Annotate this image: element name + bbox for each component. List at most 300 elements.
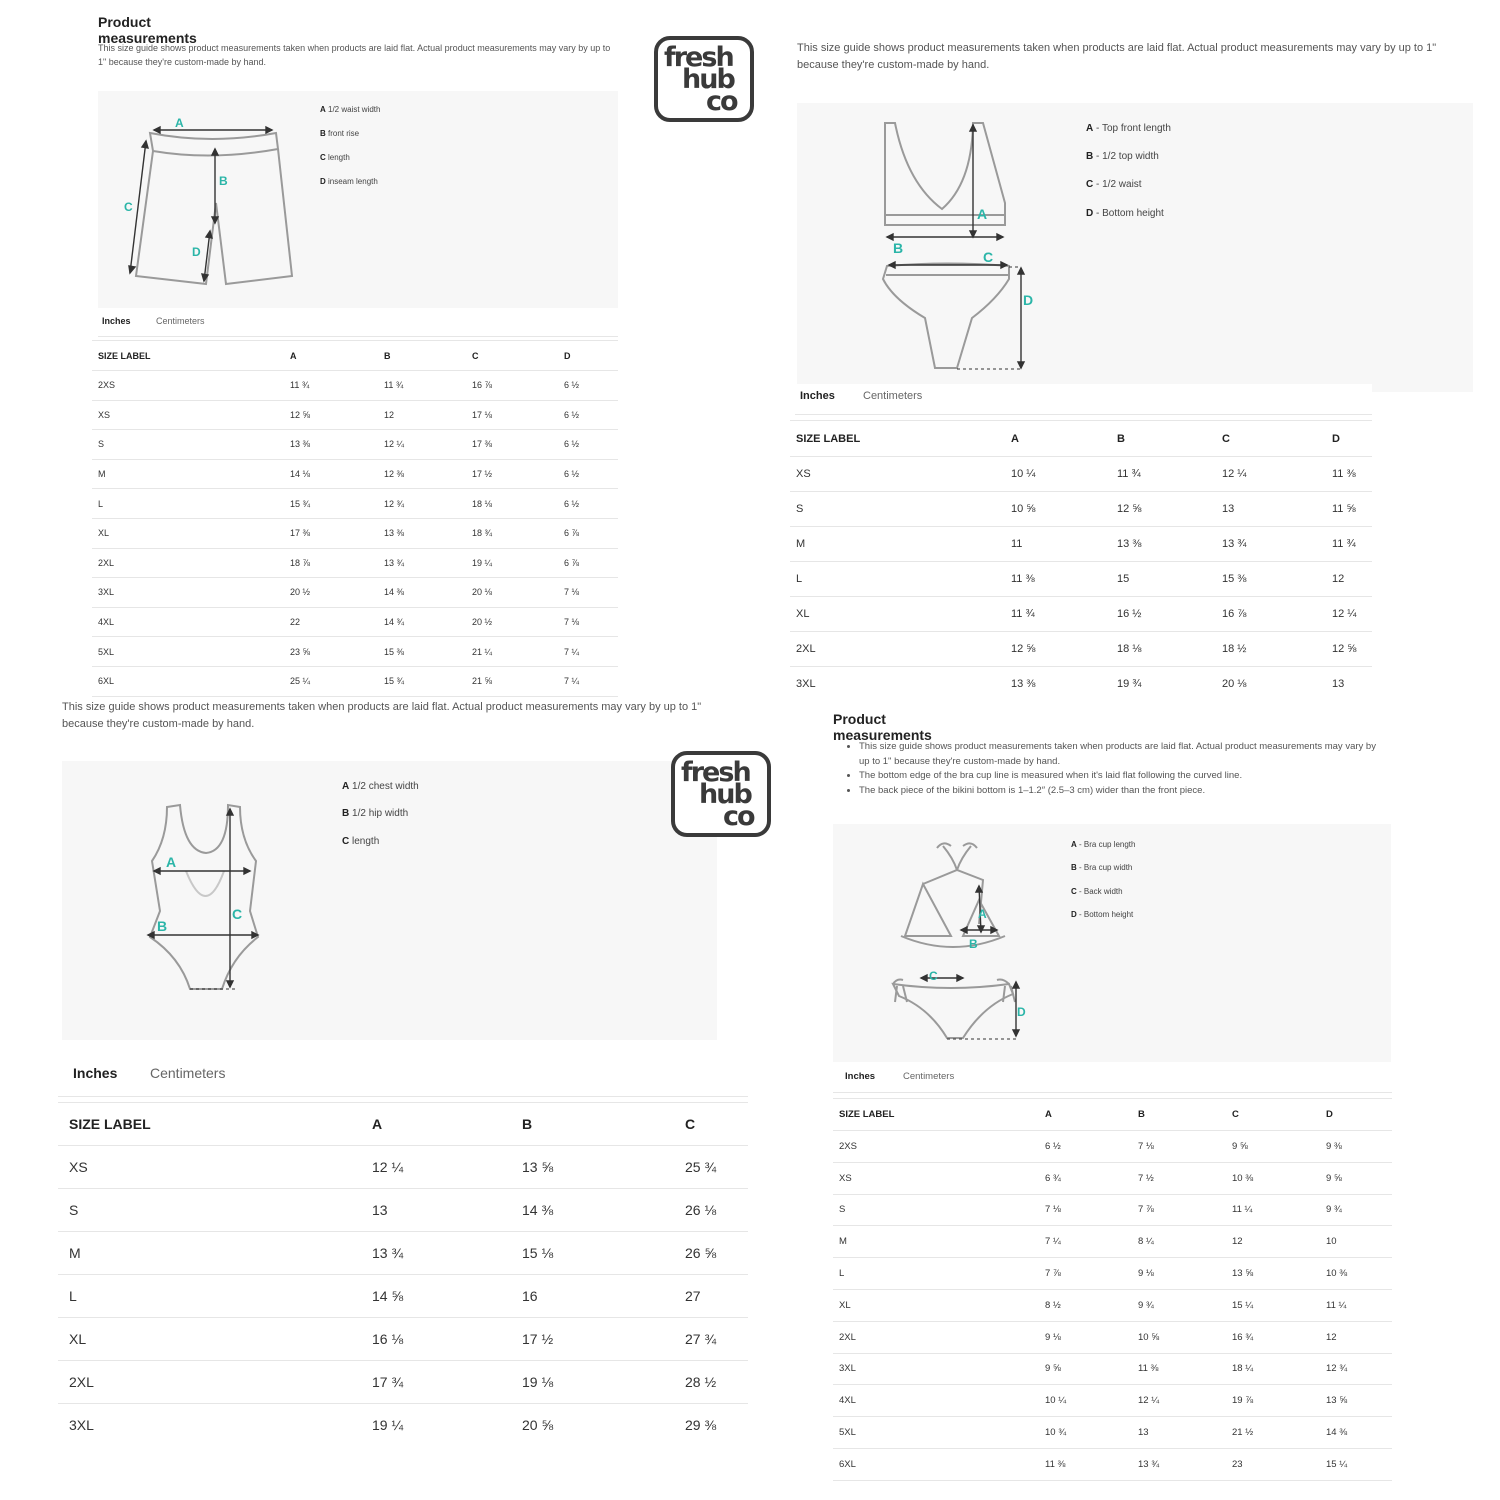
table-cell: 12 ¾ [1320, 1353, 1392, 1385]
table-cell: 7 ⅛ [1039, 1194, 1132, 1226]
table-cell: 16 ⅞ [1216, 597, 1326, 632]
table-header-row [92, 341, 618, 371]
table-cell: 4XL [833, 1385, 1039, 1417]
header-d: D [1326, 421, 1372, 457]
header-size-label: SIZE LABEL [833, 1099, 1039, 1131]
logo-text-co: co [706, 86, 737, 117]
header-c: C [1216, 421, 1326, 457]
table-cell: 12 ¼ [1216, 457, 1326, 492]
table-cell: 13 [1332, 678, 1345, 691]
table-cell: 13 ⅜ [1011, 678, 1036, 691]
table-cell: XS [58, 1146, 366, 1189]
table-cell: L [833, 1258, 1039, 1290]
table-row [833, 1321, 1392, 1353]
table-cell: 18 ¼ [1226, 1353, 1320, 1385]
table-cell: 2XL [92, 548, 284, 578]
table-cell: 20 ⅝ [522, 1417, 554, 1434]
table-cell: 9 ⅛ [1132, 1258, 1226, 1290]
table-cell: 12 ⅝ [284, 400, 378, 430]
table-cell: 18 ⅛ [1111, 632, 1216, 667]
table-cell: 13 ¾ [378, 548, 466, 578]
table-cell: 26 ⅝ [679, 1232, 748, 1275]
table-cell: 20 ½ [466, 607, 558, 637]
table-cell: 16 ⅛ [366, 1318, 516, 1361]
table-cell: 12 ¼ [378, 430, 466, 460]
table-cell: M [58, 1232, 366, 1275]
table-cell: 14 ⅛ [284, 459, 378, 489]
table-cell: 13 ⅝ [1320, 1385, 1392, 1417]
table-cell: 4XL [92, 607, 284, 637]
table-cell: 6 ⅞ [558, 518, 618, 548]
table-cell: 7 ½ [1132, 1162, 1226, 1194]
table-cell: 17 ⅛ [466, 400, 558, 430]
table-cell: 29 ⅜ [685, 1417, 717, 1434]
table-row [92, 430, 618, 460]
table-cell: 11 ¼ [1320, 1289, 1392, 1321]
table-cell: 20 ⅛ [466, 578, 558, 608]
string-bikini-legend-d: D - Bottom height [1071, 910, 1134, 919]
logo-text-fresh: fresh [681, 757, 750, 788]
table-row [92, 371, 618, 401]
table-cell: 6XL [833, 1448, 1039, 1480]
table-cell: 23 [1226, 1448, 1320, 1480]
table-cell: 19 ⅛ [516, 1361, 679, 1404]
header-c: C [679, 1103, 748, 1146]
table-cell: 6XL [92, 666, 284, 696]
swimsuit-diagram [62, 761, 717, 1040]
table-row [92, 489, 618, 519]
table-cell: 13 [1132, 1417, 1226, 1449]
table-row [92, 459, 618, 489]
table-cell: 11 ¾ [1326, 527, 1372, 562]
table-cell: 16 ½ [1111, 597, 1216, 632]
bikini-letter-a: A [977, 206, 988, 222]
table-row [790, 457, 1372, 492]
bikini-letter-b: B [893, 240, 904, 256]
table-cell: 18 ¾ [466, 518, 558, 548]
table-cell: 12 ¼ [1326, 597, 1372, 632]
table-cell: 19 ¾ [1117, 678, 1142, 691]
tab-centimeters[interactable]: Centimeters [903, 1071, 955, 1082]
table-cell: 12 ⅝ [1005, 632, 1111, 667]
table-cell: 9 ⅛ [1039, 1321, 1132, 1353]
table-cell: L [92, 489, 284, 519]
table-cell: 26 ⅛ [679, 1189, 748, 1232]
table-cell: 8 ¼ [1132, 1226, 1226, 1258]
table-cell: 17 ⅜ [466, 430, 558, 460]
string-bikini-diagram [833, 824, 1391, 1062]
shorts-legend-c: C length [320, 153, 350, 162]
table-cell: 11 [1005, 527, 1111, 562]
table-cell: 2XL [790, 632, 1005, 667]
table-cell: 7 ⅞ [1132, 1194, 1226, 1226]
table-cell: 12 [1226, 1226, 1320, 1258]
table-cell: 2XL [58, 1361, 366, 1404]
string-bikini-legend-b: B - Bra cup width [1071, 863, 1133, 872]
table-cell: 10 ¼ [1039, 1385, 1132, 1417]
tab-centimeters[interactable]: Centimeters [150, 1065, 226, 1081]
table-cell: L [790, 562, 1005, 597]
header-d: D [558, 341, 618, 371]
table-cell: 19 ¼ [372, 1417, 404, 1434]
freshhubco-logo-top [654, 36, 754, 122]
table-cell: 11 ¾ [284, 371, 378, 401]
table-cell: 14 ⅜ [378, 578, 466, 608]
tab-inches[interactable]: Inches [73, 1065, 118, 1081]
table-cell: 17 ⅜ [284, 518, 378, 548]
table-cell: M [92, 459, 284, 489]
table-cell: 5XL [833, 1417, 1039, 1449]
table-cell: 10 [1320, 1226, 1392, 1258]
table-cell: 27 [679, 1275, 748, 1318]
table-cell: M [790, 527, 1005, 562]
table-cell: 8 ½ [1039, 1289, 1132, 1321]
bikini-legend-d: D - Bottom height [1086, 208, 1164, 219]
table-cell: 15 ⅛ [516, 1232, 679, 1275]
table-cell: 11 ¾ [378, 371, 466, 401]
table-header-row [58, 1103, 748, 1146]
table-cell: 13 ⅜ [1111, 527, 1216, 562]
table-cell: 12 ¼ [366, 1146, 516, 1189]
table-cell: 15 ⅜ [1216, 562, 1326, 597]
table-cell: 13 ¾ [366, 1232, 516, 1275]
table-row [833, 1289, 1392, 1321]
table-row [833, 1385, 1392, 1417]
table-cell: 6 ½ [558, 489, 618, 519]
table-cell: 13 ⅝ [1226, 1258, 1320, 1290]
bikini-size-table [790, 420, 1372, 702]
string-bikini-letter-b: B [969, 937, 978, 951]
header-b: B [1132, 1099, 1226, 1131]
shorts-size-table [92, 340, 618, 697]
table-cell: 3XL [69, 1417, 94, 1434]
table-cell: 9 ⅜ [1320, 1131, 1392, 1163]
table-row [833, 1417, 1392, 1449]
string-bikini-notes [833, 740, 1387, 799]
table-cell: 20 ⅛ [1222, 678, 1247, 691]
swimsuit-legend-b: B 1/2 hip width [342, 808, 409, 819]
string-bikini-size-table [833, 1098, 1392, 1481]
swimsuit-illustration [62, 761, 717, 1040]
table-cell: 21 ⅝ [466, 666, 558, 696]
tab-inches[interactable]: Inches [845, 1071, 876, 1082]
bikini-diagram [797, 103, 1473, 392]
table-cell: 16 ¾ [1226, 1321, 1320, 1353]
table-cell: 12 ¼ [1132, 1385, 1226, 1417]
table-cell: 12 ⅝ [1326, 632, 1372, 667]
table-row [58, 1189, 748, 1232]
table-row [833, 1194, 1392, 1226]
table-cell: XL [58, 1318, 366, 1361]
table-cell: 7 ⅛ [1132, 1131, 1226, 1163]
table-cell: 12 [1326, 562, 1372, 597]
table-cell: 19 ¼ [466, 548, 558, 578]
table-cell: 9 ¾ [1132, 1289, 1226, 1321]
table-row [58, 1146, 748, 1189]
table-cell: 15 ¼ [1320, 1448, 1392, 1480]
table-row [92, 548, 618, 578]
table-cell: 11 ¾ [1111, 457, 1216, 492]
bikini-legend-a: A - Top front length [1086, 123, 1171, 134]
shorts-description: This size guide shows product measurements taken when products are laid flat. Actual product measurements may vary by up to 1" because they're custom-made by hand. [98, 43, 611, 67]
table-cell: 15 ¾ [378, 666, 466, 696]
table-cell: 9 ⅝ [1226, 1131, 1320, 1163]
table-cell: 11 ¾ [1005, 597, 1111, 632]
table-cell: XS [790, 457, 1005, 492]
table-row [790, 492, 1372, 527]
table-cell: 12 ⅝ [1111, 492, 1216, 527]
table-cell: 6 ½ [1039, 1131, 1132, 1163]
table-row [58, 1404, 748, 1447]
swimsuit-size-table [58, 1102, 748, 1447]
table-cell: 10 ⅜ [1320, 1258, 1392, 1290]
tab-centimeters[interactable]: Centimeters [863, 390, 923, 402]
table-row [790, 527, 1372, 562]
table-cell: 16 [516, 1275, 679, 1318]
logo-text-hub: hub [682, 64, 734, 95]
table-cell: 17 ½ [466, 459, 558, 489]
table-cell: 12 ⅜ [378, 459, 466, 489]
table-row [92, 607, 618, 637]
table-cell: XS [92, 400, 284, 430]
table-cell: XS [833, 1162, 1039, 1194]
table-cell: 12 [1320, 1321, 1392, 1353]
table-cell: 2XS [833, 1131, 1039, 1163]
header-b: B [1111, 421, 1216, 457]
table-row [58, 1318, 748, 1361]
table-cell: 11 ⅝ [1326, 492, 1372, 527]
header-b: B [378, 341, 466, 371]
freshhubco-logo-middle [671, 751, 771, 837]
table-row [833, 1226, 1392, 1258]
table-cell: 14 ⅝ [366, 1275, 516, 1318]
table-cell: 17 ½ [516, 1318, 679, 1361]
shorts-diagram [98, 91, 618, 308]
table-cell: 7 ¼ [558, 637, 618, 667]
string-bikini-unit-tabs [833, 1066, 1392, 1093]
swimsuit-letter-b: B [157, 918, 168, 934]
table-row [92, 518, 618, 548]
table-cell: 18 ½ [1216, 632, 1326, 667]
table-cell: 14 ⅜ [516, 1189, 679, 1232]
table-cell: S [833, 1194, 1039, 1226]
table-cell: 3XL [833, 1353, 1039, 1385]
table-row [92, 666, 618, 696]
table-cell: 13 ⅜ [284, 430, 378, 460]
logo-text-co: co [723, 801, 754, 832]
bikini-illustration [797, 103, 1473, 392]
table-cell: 21 ½ [1226, 1417, 1320, 1449]
table-cell: 11 ⅜ [1005, 562, 1111, 597]
header-size-label: SIZE LABEL [92, 341, 284, 371]
swimsuit-description: This size guide shows product measurements taken when products are laid flat. Actual product measurements may vary by up to 1" because they're custom-made by hand. [62, 701, 702, 731]
table-row [833, 1448, 1392, 1480]
table-header-row [833, 1099, 1392, 1131]
string-bikini-legend-c: C - Back width [1071, 887, 1123, 896]
swimsuit-letter-a: A [166, 854, 177, 870]
table-cell: XL [790, 597, 1005, 632]
table-row [92, 637, 618, 667]
shorts-letter-a: A [175, 116, 184, 130]
table-cell: 12 [378, 400, 466, 430]
table-cell: 16 ⅞ [466, 371, 558, 401]
header-a: A [1039, 1099, 1132, 1131]
header-d: D [1320, 1099, 1392, 1131]
header-c: C [1226, 1099, 1320, 1131]
table-row [790, 632, 1372, 667]
shorts-legend-a: A 1/2 waist width [320, 105, 381, 114]
table-cell: 13 ⅝ [516, 1146, 679, 1189]
table-cell: 15 [1111, 562, 1216, 597]
shorts-illustration [98, 91, 618, 308]
table-cell: S [58, 1189, 366, 1232]
table-cell: 11 ⅜ [1039, 1448, 1132, 1480]
note-item: • This size guide shows product measurements taken when products are laid flat. Actual product measurements may vary by up to 1" because they're custom-made by hand. [859, 740, 1387, 769]
shorts-title: Product measurements [98, 14, 197, 46]
shorts-legend-b: B front rise [320, 129, 360, 138]
table-cell: 9 ⅝ [1039, 1353, 1132, 1385]
table-cell: 3XL [796, 678, 816, 691]
swimsuit-legend-a: A 1/2 chest width [342, 781, 419, 792]
table-cell: 13 ⅜ [378, 518, 466, 548]
table-cell: 5XL [92, 637, 284, 667]
swimsuit-letter-c: C [232, 906, 243, 922]
note-item: • The bottom edge of the bra cup line is measured when it's laid flat following the curved line. [859, 769, 1387, 784]
bikini-letter-d: D [1023, 292, 1034, 308]
shorts-unit-tabs [98, 314, 618, 337]
table-cell: 21 ¼ [466, 637, 558, 667]
table-cell: 15 ¼ [1226, 1289, 1320, 1321]
logo-text-fresh: fresh [664, 42, 733, 73]
table-cell: 25 ¾ [679, 1146, 748, 1189]
table-cell: 22 [284, 607, 378, 637]
header-a: A [1005, 421, 1111, 457]
table-cell: 23 ⅝ [284, 637, 378, 667]
table-cell: 11 ⅜ [1132, 1353, 1226, 1385]
shorts-letter-d: D [192, 245, 201, 259]
table-header-row [790, 421, 1372, 457]
table-cell: 15 ¾ [284, 489, 378, 519]
table-cell: 13 [1216, 492, 1326, 527]
bikini-legend-b: B - 1/2 top width [1086, 151, 1159, 162]
table-cell: 10 ¼ [1005, 457, 1111, 492]
table-cell: 9 ¾ [1320, 1194, 1392, 1226]
table-cell: 7 ⅛ [558, 578, 618, 608]
table-cell: 11 ¼ [1226, 1194, 1320, 1226]
string-bikini-illustration [833, 824, 1391, 1062]
header-c: C [466, 341, 558, 371]
table-row [58, 1361, 748, 1404]
string-bikini-letter-a: A [978, 907, 987, 921]
string-bikini-letter-c: C [929, 969, 938, 983]
table-cell: 6 ½ [558, 371, 618, 401]
swimsuit-legend-c: C length [342, 836, 380, 847]
table-cell: 15 ⅜ [378, 637, 466, 667]
table-cell: 9 ⅝ [1320, 1162, 1392, 1194]
table-row [833, 1131, 1392, 1163]
string-bikini-letter-d: D [1017, 1005, 1026, 1019]
table-cell: L [58, 1275, 366, 1318]
header-size-label: SIZE LABEL [790, 421, 1005, 457]
header-size-label: SIZE LABEL [58, 1103, 366, 1146]
table-cell: 10 ⅝ [1005, 492, 1111, 527]
table-cell: 7 ⅞ [1039, 1258, 1132, 1290]
table-cell: 7 ¼ [1039, 1226, 1132, 1258]
table-row [58, 1232, 748, 1275]
table-cell: 14 ⅜ [1320, 1417, 1392, 1449]
bikini-description: This size guide shows product measurements taken when products are laid flat. Actual product measurements may vary by up to 1" because they're custom-made by hand. [797, 42, 1437, 72]
header-b: B [516, 1103, 679, 1146]
table-row [833, 1258, 1392, 1290]
tab-inches[interactable]: Inches [800, 390, 835, 402]
table-cell: 6 ¾ [1039, 1162, 1132, 1194]
shorts-letter-b: B [219, 174, 228, 188]
tab-inches[interactable]: Inches [102, 316, 131, 326]
table-cell: 18 ⅞ [284, 548, 378, 578]
header-a: A [284, 341, 378, 371]
table-cell: 12 ¾ [378, 489, 466, 519]
table-cell: 6 ⅞ [558, 548, 618, 578]
table-cell: S [790, 492, 1005, 527]
bikini-unit-tabs [795, 384, 1372, 415]
table-cell: 13 ¾ [1216, 527, 1326, 562]
table-row [58, 1275, 748, 1318]
table-cell: XL [833, 1289, 1039, 1321]
table-cell: M [833, 1226, 1039, 1258]
table-cell: 6 ½ [558, 430, 618, 460]
table-cell: 20 ½ [284, 578, 378, 608]
bikini-letter-c: C [983, 249, 994, 265]
string-bikini-legend-a: A - Bra cup length [1071, 840, 1136, 849]
table-row [790, 597, 1372, 632]
table-cell: 28 ½ [679, 1361, 748, 1404]
tab-centimeters[interactable]: Centimeters [156, 316, 205, 326]
table-row [833, 1162, 1392, 1194]
logo-text-hub: hub [699, 779, 751, 810]
table-cell: 2XL [833, 1321, 1039, 1353]
shorts-legend-d: D inseam length [320, 177, 378, 186]
table-row [92, 578, 618, 608]
swimsuit-unit-tabs [58, 1060, 748, 1097]
table-cell: 25 ¼ [284, 666, 378, 696]
table-cell: 6 ½ [558, 459, 618, 489]
table-cell: 13 ¾ [1132, 1448, 1226, 1480]
table-cell: 19 ⅞ [1226, 1385, 1320, 1417]
table-cell: 27 ¾ [679, 1318, 748, 1361]
table-cell: 10 ¾ [1039, 1417, 1132, 1449]
bikini-legend-c: C - 1/2 waist [1086, 179, 1142, 190]
table-cell: 11 ⅜ [1326, 457, 1372, 492]
table-cell: 2XS [92, 371, 284, 401]
note-item: • The back piece of the bikini bottom is 1–1.2″ (2.5–3 cm) wider than the front piece. [859, 784, 1387, 799]
header-a: A [366, 1103, 516, 1146]
table-cell: 18 ⅛ [466, 489, 558, 519]
table-cell: S [92, 430, 284, 460]
table-cell: 13 [366, 1189, 516, 1232]
table-cell: 10 ⅝ [1132, 1321, 1226, 1353]
table-cell: 7 ⅛ [558, 607, 618, 637]
string-bikini-title: Product measurements [833, 711, 932, 743]
table-cell: XL [92, 518, 284, 548]
table-cell: 6 ½ [558, 400, 618, 430]
table-cell: 17 ¾ [366, 1361, 516, 1404]
table-cell: 3XL [92, 578, 284, 608]
table-row [92, 400, 618, 430]
shorts-letter-c: C [124, 200, 133, 214]
table-row [790, 667, 1372, 702]
table-row [790, 562, 1372, 597]
table-cell: 7 ¼ [558, 666, 618, 696]
